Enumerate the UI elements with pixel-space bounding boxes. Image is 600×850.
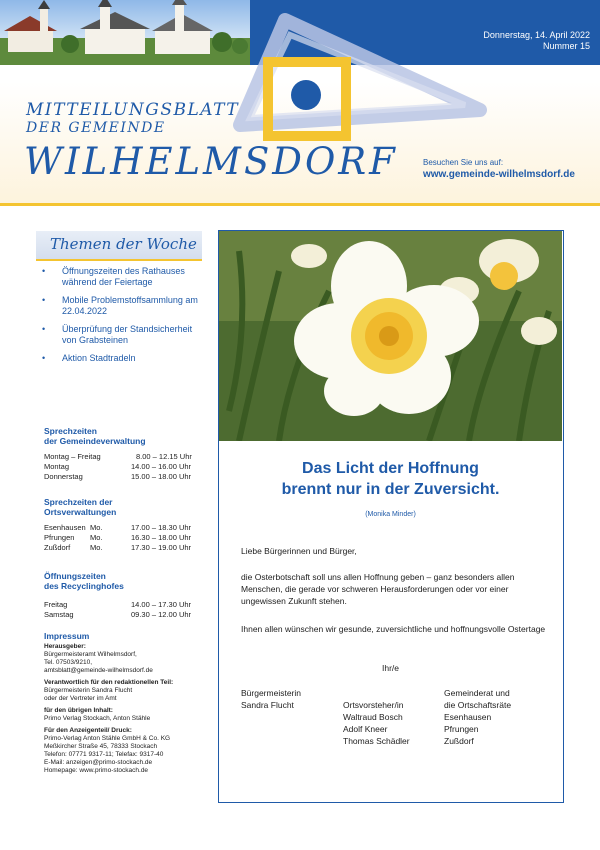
wishes-paragraph: Ihnen allen wünschen wir gesunde, zuversichtliche und hoffnungsvolle Ostertage: [241, 624, 546, 634]
table-row: Montag – Freitag 8.00 – 12.15 Uhr: [44, 452, 192, 461]
themen-item: • Überprüfung der Standsicherheit von Grabsteinen: [40, 324, 200, 346]
salutation: Liebe Bürgerinnen und Bürger,: [241, 546, 357, 556]
ortsverwaltungen-heading: Sprechzeiten der Ortsverwaltungen: [44, 497, 117, 517]
issue-date: Donnerstag, 14. April 2022: [483, 30, 590, 40]
title-line1: MITTEILUNGSBLATT: [26, 100, 240, 120]
website-label: Besuchen Sie uns auf:: [423, 158, 504, 167]
title-line2: DER GEMEINDE: [26, 120, 166, 136]
table-row: Pfrungen Mo. 16.30 – 18.00 Uhr: [44, 533, 192, 542]
themen-item: • Mobile Problemstoffsammlung am 22.04.2022: [40, 295, 200, 317]
municipality-logo: [200, 0, 500, 150]
quote-line1: Das Licht der Hoffnung: [302, 460, 479, 477]
recycling-heading: Öffnungszeiten des Recyclinghofes: [44, 571, 124, 591]
table-row: Freitag 14.00 – 17.30 Uhr: [44, 600, 192, 609]
signature-council: Gemeinderat und die Ortschaftsräte Esenhausen Pfrungen Zußdorf: [444, 688, 512, 746]
signature-ortsvorsteher: Ortsvorsteher/in Waltraud Bosch Adolf Kneer Thomas Schädler: [343, 700, 410, 746]
message-paragraph: die Osterbotschaft soll uns allen Hoffnung geben – ganz besonders allen Menschen, die gerade vor schweren Herausforderungen oder vor einer ungewissen Zukunft stehen.: [241, 572, 515, 606]
quote-author: (Monika Minder): [365, 511, 416, 518]
themen-heading: Themen der Woche: [50, 235, 197, 253]
impressum-heading: Impressum: [44, 631, 90, 641]
closing: Ihr/e: [381, 663, 399, 673]
themen-list: [40, 266, 200, 371]
header-separator: [0, 203, 600, 206]
sprechzeiten-table: [44, 452, 192, 482]
quote-line2: brennt nur in der Zuversicht.: [281, 481, 500, 498]
masthead-title: WILHELMSDORF: [24, 140, 398, 183]
website-link[interactable]: www.gemeinde-wilhelmsdorf.de: [423, 169, 575, 180]
issue-number: Nummer 15: [542, 41, 590, 51]
signature-mayor: Bürgermeisterin Sandra Flucht: [241, 688, 301, 710]
themen-item: • Öffnungszeiten des Rathauses während der Feiertage: [40, 266, 200, 288]
table-row: Samstag 09.30 – 12.00 Uhr: [44, 610, 192, 619]
daffodil-photo: [219, 231, 562, 441]
table-row: Esenhausen Mo. 17.00 – 18.30 Uhr: [44, 523, 192, 532]
sprechzeiten-heading: Sprechzeiten der Gemeindeverwaltung: [44, 426, 146, 446]
recycling-table: [44, 600, 191, 620]
table-row: Montag 14.00 – 16.00 Uhr: [44, 462, 192, 471]
table-row: Zußdorf Mo. 17.30 – 19.00 Uhr: [44, 543, 192, 552]
impressum-block: Herausgeber: Bürgermeisteramt Wilhelmsdorf, Tel. 07503/9210, amtsblatt@gemeinde-wilhelmsdorf.de Verantwortlich für den redaktionellen Teil: Bürgermeisterin Sandra Flucht oder der Vertreter im Amt für den übrigen Inhalt: Primo Verlag Stockach, Anton Stähle Für den Anzeigenteil/ Druck: Primo-Verlag Anton Stähle GmbH & Co. KG Meßkircher Straße 45, 78333 Stockach Telefon: 07771 9317-11; Telefax: 9317-40 E-Mail: anzeigen@primo-stockach.de Homepage: www.primo-stockach.de: [44, 643, 174, 774]
themen-item: • Aktion Stadtradeln: [40, 353, 200, 364]
table-row: Donnerstag 15.00 – 18.00 Uhr: [44, 472, 192, 481]
ortsverwaltungen-table: [44, 523, 191, 553]
